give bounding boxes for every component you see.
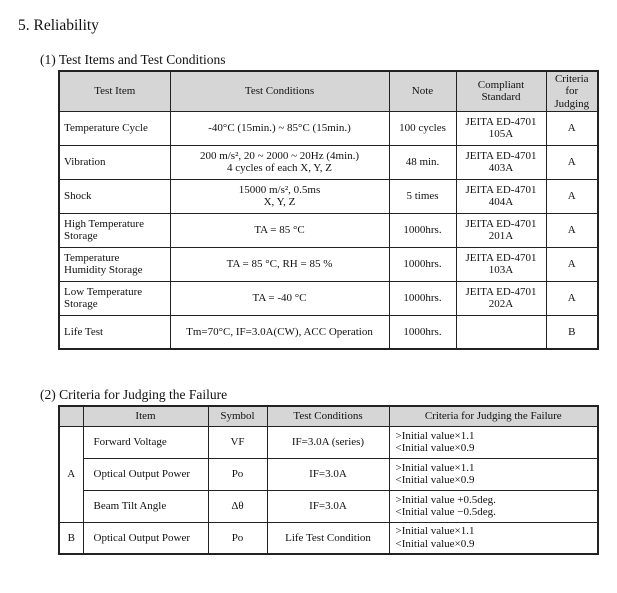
test-item: Vibration xyxy=(59,145,170,179)
test-conditions: -40°C (15min.) ~ 85°C (15min.) xyxy=(170,111,389,145)
criteria: >Initial value +0.5deg. <Initial value −0.5deg. xyxy=(389,490,598,522)
table-row xyxy=(59,213,598,247)
group-label: A xyxy=(59,426,83,522)
header-criteria-failure: Criteria for Judging the Failure xyxy=(389,406,598,426)
criteria: A xyxy=(546,213,598,247)
header-criteria: Criteria for Judging xyxy=(546,71,598,111)
test-conditions: 15000 m/s², 0.5ms X, Y, Z xyxy=(170,179,389,213)
group-label: B xyxy=(59,522,83,554)
header-test-item: Test Item xyxy=(59,71,170,111)
test-conditions: TA = 85 °C xyxy=(170,213,389,247)
item: Beam Tilt Angle xyxy=(83,490,208,522)
criteria: A xyxy=(546,179,598,213)
standard: JEITA ED-4701 404A xyxy=(456,179,546,213)
conditions: IF=3.0A (series) xyxy=(267,426,389,458)
test-conditions: Tm=70°C, IF=3.0A(CW), ACC Operation xyxy=(170,315,389,349)
standard: JEITA ED-4701 201A xyxy=(456,213,546,247)
conditions: IF=3.0A xyxy=(267,490,389,522)
note: 5 times xyxy=(389,179,456,213)
table-row xyxy=(59,179,598,213)
criteria: >Initial value×1.1 <Initial value×0.9 xyxy=(389,522,598,554)
table-row xyxy=(59,490,598,522)
header-symbol: Symbol xyxy=(208,406,267,426)
note: 1000hrs. xyxy=(389,213,456,247)
note: 1000hrs. xyxy=(389,315,456,349)
table-row xyxy=(59,247,598,281)
header-compliant-standard: Compliant Standard xyxy=(456,71,546,111)
criteria: B xyxy=(546,315,598,349)
standard: JEITA ED-4701 202A xyxy=(456,281,546,315)
test-item: Shock xyxy=(59,179,170,213)
criteria: A xyxy=(546,281,598,315)
item: Optical Output Power xyxy=(83,522,208,554)
criteria: A xyxy=(546,145,598,179)
table-row xyxy=(59,281,598,315)
criteria: A xyxy=(546,247,598,281)
symbol: VF xyxy=(208,426,267,458)
test-item: High Temperature Storage xyxy=(59,213,170,247)
note: 1000hrs. xyxy=(389,247,456,281)
symbol: Po xyxy=(208,522,267,554)
symbol: Po xyxy=(208,458,267,490)
table-row xyxy=(59,145,598,179)
item: Forward Voltage xyxy=(83,426,208,458)
note: 48 min. xyxy=(389,145,456,179)
test-conditions: TA = 85 °C, RH = 85 % xyxy=(170,247,389,281)
test-items-table xyxy=(58,70,599,350)
criteria: >Initial value×1.1 <Initial value×0.9 xyxy=(389,458,598,490)
symbol: Δθ xyxy=(208,490,267,522)
test-items-title: (1) Test Items and Test Conditions xyxy=(40,52,226,67)
section-title: 5. Reliability xyxy=(18,17,99,34)
item: Optical Output Power xyxy=(83,458,208,490)
standard: JEITA ED-4701 403A xyxy=(456,145,546,179)
header-item: Item xyxy=(83,406,208,426)
test-item: Temperature Cycle xyxy=(59,111,170,145)
note: 1000hrs. xyxy=(389,281,456,315)
criteria: A xyxy=(546,111,598,145)
header-group xyxy=(59,406,83,426)
table-header-row xyxy=(59,406,598,426)
table-row xyxy=(59,522,598,554)
conditions: Life Test Condition xyxy=(267,522,389,554)
table-row xyxy=(59,315,598,349)
table-row xyxy=(59,111,598,145)
criteria-title: (2) Criteria for Judging the Failure xyxy=(40,387,228,402)
standard: JEITA ED-4701 103A xyxy=(456,247,546,281)
standard xyxy=(456,315,546,349)
criteria: >Initial value×1.1 <Initial value×0.9 xyxy=(389,426,598,458)
conditions: IF=3.0A xyxy=(267,458,389,490)
test-item: Life Test xyxy=(59,315,170,349)
test-conditions: TA = -40 °C xyxy=(170,281,389,315)
table-row xyxy=(59,458,598,490)
criteria-table xyxy=(58,405,599,555)
note: 100 cycles xyxy=(389,111,456,145)
header-note: Note xyxy=(389,71,456,111)
header-test-conditions: Test Conditions xyxy=(170,71,389,111)
standard: JEITA ED-4701 105A xyxy=(456,111,546,145)
test-item: Temperature Humidity Storage xyxy=(59,247,170,281)
test-item: Low Temperature Storage xyxy=(59,281,170,315)
test-conditions: 200 m/s², 20 ~ 2000 ~ 20Hz (4min.) 4 cycles of each X, Y, Z xyxy=(170,145,389,179)
table-row xyxy=(59,426,598,458)
header-test-conditions: Test Conditions xyxy=(267,406,389,426)
table-header-row xyxy=(59,71,598,111)
